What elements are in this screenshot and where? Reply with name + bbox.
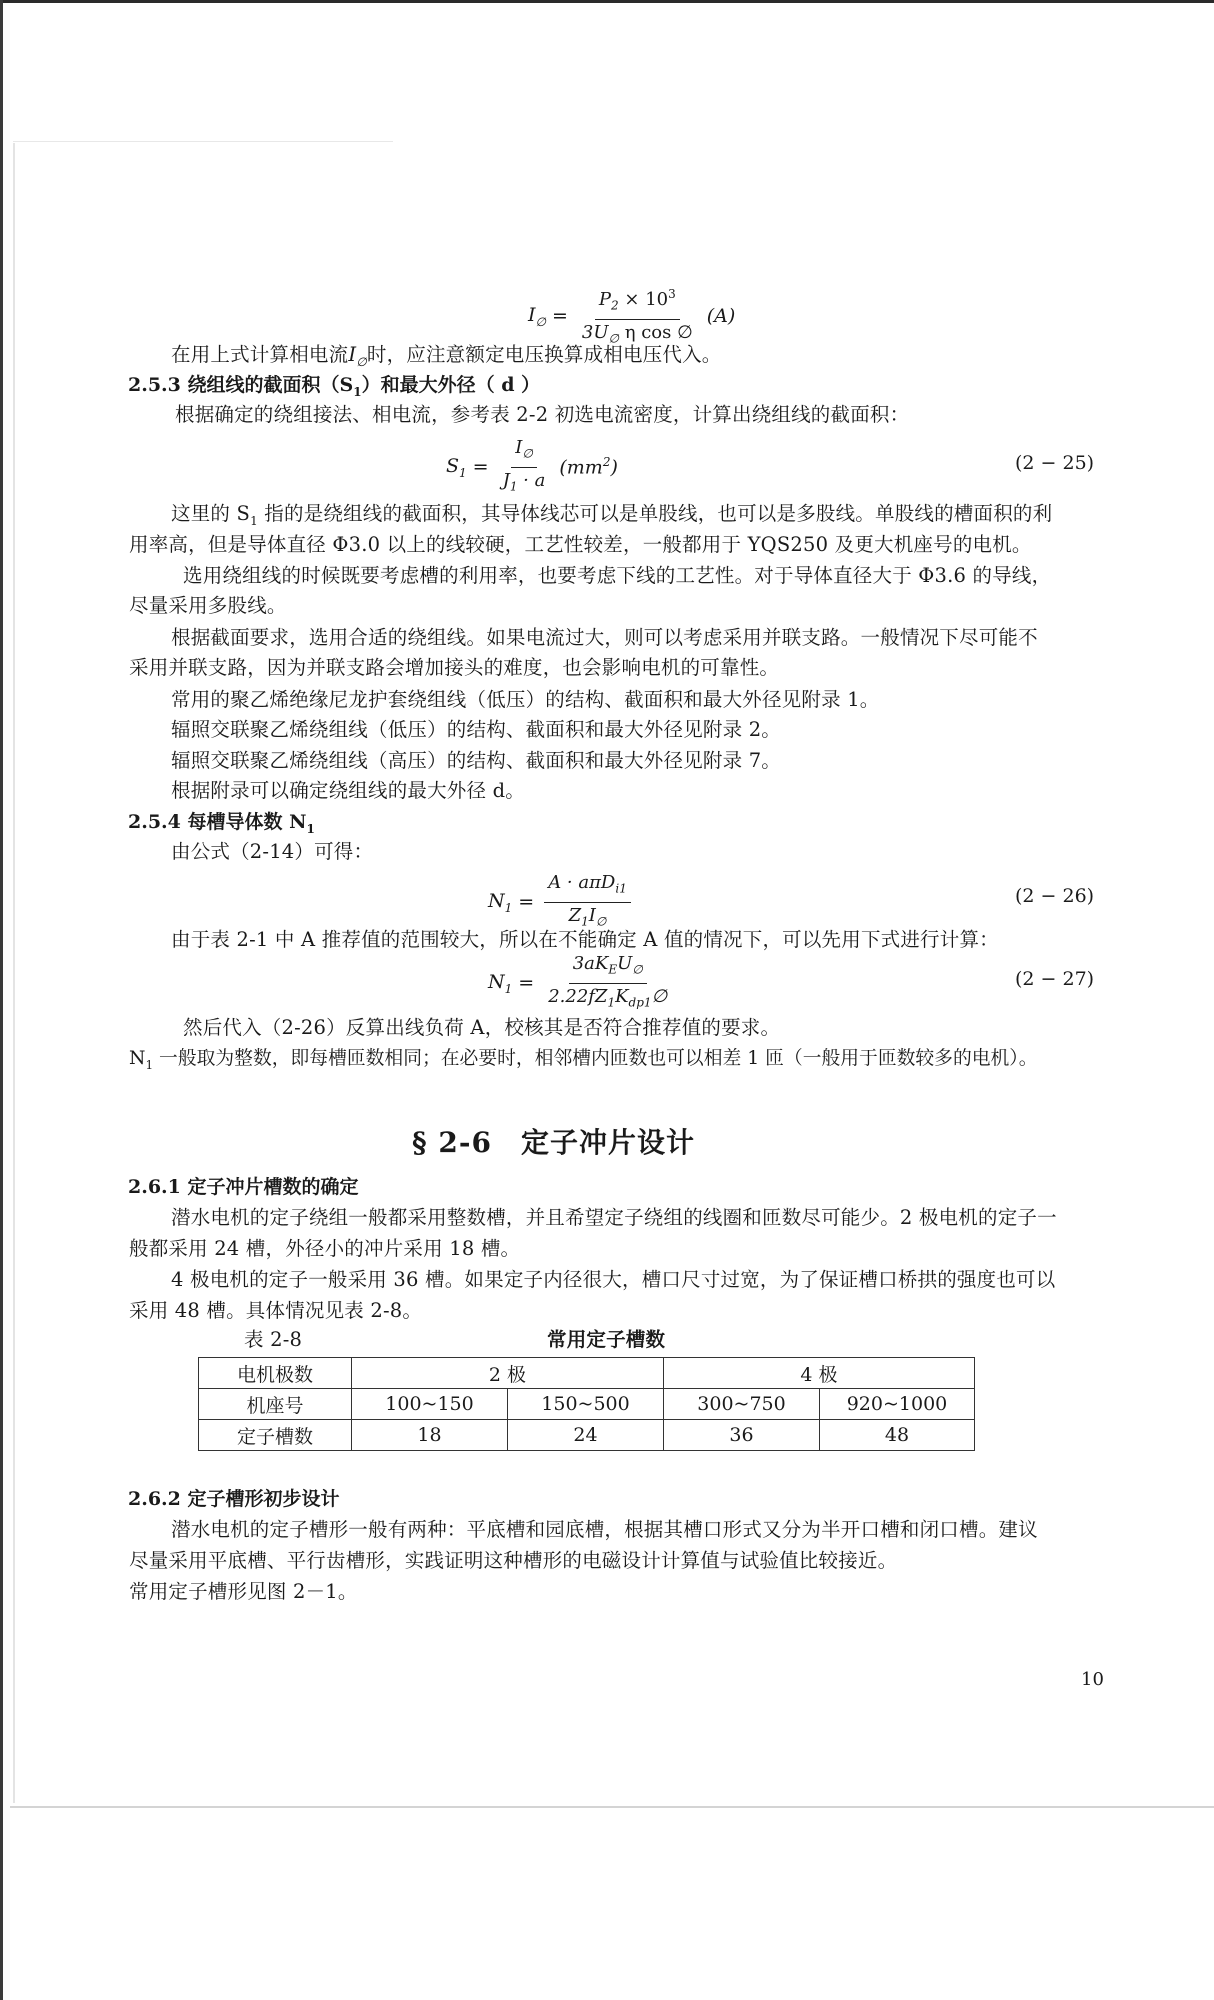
paragraph-selection-line2: 尽量采用多股线。 (129, 594, 287, 617)
paragraph-slot-shape-line2: 尽量采用平底槽、平行齿槽形，实践证明这种槽形的电磁设计计算值与试验值比较接近。 (129, 1549, 898, 1572)
paragraph-appendix-7: 辐照交联聚乙烯绕组线（高压）的结构、截面积和最大外径见附录 7。 (171, 749, 782, 772)
equation-number-2-26: (2 − 26) (1015, 885, 1095, 907)
paragraph-4pole-line1: 4 极电机的定子一般采用 36 槽。如果定子内径很大，槽口尺寸过宽，为了保证槽口桥拱的强度也可以 (171, 1268, 1056, 1291)
equation-number-2-25: (2 − 25) (1015, 452, 1095, 474)
paragraph-appendix-1: 常用的聚乙烯绝缘尼龙护套绕组线（低压）的结构、截面积和最大外径见附录 1。 (171, 688, 880, 711)
paragraph-s1-line2: 用率高，但是导体直径 Φ3.0 以上的线较硬，工艺性较差，一般都用于 YQS250 及更大机座号的电机。 (129, 533, 1032, 556)
table-cell-2-pole: 2 极 (352, 1358, 664, 1389)
paragraph-slots-line1: 潜水电机的定子绕组一般都采用整数槽，并且希望定子绕组的线圈和匝数尽可能少。2 极电机的定子一 (171, 1206, 1057, 1229)
paragraph-parallel-line2: 采用并联支路，因为并联支路会增加接头的难度，也会影响电机的可靠性。 (129, 656, 780, 679)
paragraph-2-5-3-intro: 根据确定的绕组接法、相电流，参考表 2-2 初选电流密度，计算出绕组线的截面积： (175, 403, 910, 426)
scan-border-top (0, 0, 1214, 3)
heading-2-5-4: 2.5.4 每槽导体数 $N_1$ (128, 811, 315, 836)
equation-number-2-27: (2 − 27) (1015, 968, 1095, 990)
section-title: § 2-6 定子冲片设计 (412, 1126, 695, 1159)
heading-2-5-3: 2.5.3 绕组线的截面积$(S_1)$和最大外径（ d ） (128, 374, 541, 399)
paragraph-verify-load: 然后代入（2-26）反算出线负荷 A，校核其是否符合推荐值的要求。 (183, 1016, 781, 1039)
equation-phase-current: $I_\emptyset$ = $\frac{P_2 \times 10^3}{3U_\emptyset \eta \cos \emptyset}$ (A) (528, 283, 735, 349)
paragraph-max-diameter: 根据附录可以确定绕组线的最大外径 d。 (171, 779, 525, 802)
table-header-slots: 定子槽数 (199, 1420, 352, 1451)
paragraph-parallel-line1: 根据截面要求，选用合适的绕组线。如果电流过大，则可以考虑采用并联支路。一般情况下尽可能不 (171, 626, 1038, 649)
paragraph-appendix-2: 辐照交联聚乙烯绕组线（低压）的结构、截面积和最大外径见附录 2。 (171, 718, 782, 741)
paragraph-figure-ref: 常用定子槽形见图 2－1。 (129, 1580, 358, 1603)
scan-page-edge-top (13, 141, 393, 142)
equation-2-26: $N_1$ = $\frac{A \cdot a\pi D_{i1}}{Z_1I_\emptyset}$ (488, 872, 635, 932)
equation-2-27: $N_1$ = $\frac{3aK_EU_\emptyset}{2.22fZ_1K_{dp1}\emptyset}$ (488, 953, 668, 1010)
paragraph-selection-line1: 选用绕组线的时候既要考虑槽的利用率，也要考虑下线的工艺性。对于导体直径大于 Φ3.6 的导线， (183, 564, 1052, 587)
table-cell: 150~500 (508, 1389, 664, 1420)
table-row-slots (199, 1420, 975, 1451)
paragraph-slot-shape-line1: 潜水电机的定子槽形一般有两种：平底槽和园底槽，根据其槽口形式又分为半开口槽和闭口槽。建议 (171, 1518, 1038, 1541)
scan-border-left (0, 0, 3, 2000)
table-header-frame: 机座号 (199, 1389, 352, 1420)
table-cell-4-pole: 4 极 (664, 1358, 975, 1389)
heading-2-6-2: 2.6.2 定子槽形初步设计 (128, 1488, 340, 1510)
equation-2-25: $S_1$ = $\frac{I_\emptyset}{J_1 \cdot a}$ $(mm^2)$ (446, 437, 618, 494)
scan-page-bottom-edge (10, 1806, 1214, 1808)
table-row-poles (199, 1358, 975, 1389)
paragraph-n1-integer: $N_1$ 一般取为整数，即每槽匝数相同；在必要时，相邻槽内匝数也可以相差 1 匝（一般用于匝数较多的电机）。 (129, 1048, 1038, 1072)
table-label: 表 2-8 (244, 1328, 303, 1351)
table-row-frame (199, 1389, 975, 1420)
scan-page-edge (13, 143, 15, 1803)
paragraph-4pole-line2: 采用 48 槽。具体情况见表 2-8。 (129, 1299, 423, 1322)
table-cell: 24 (508, 1420, 664, 1451)
table-cell: 48 (820, 1420, 975, 1451)
paragraph-s1-line1: 这里的 $S_1$ 指的是绕组线的截面积，其导体线芯可以是单股线，也可以是多股线。单股线的槽面积的利 (171, 502, 1053, 528)
paragraph-slots-line2: 般都采用 24 槽，外径小的冲片采用 18 槽。 (129, 1237, 521, 1260)
page-number: 10 (1081, 1669, 1104, 1690)
table-title: 常用定子槽数 (547, 1328, 666, 1351)
table-common-stator-slots (198, 1357, 975, 1451)
table-cell: 100~150 (352, 1389, 508, 1420)
table-cell: 300~750 (664, 1389, 820, 1420)
paragraph-phase-current-note: 在用上式计算相电流$I_\emptyset$时，应注意额定电压换算成相电压代入。 (171, 343, 722, 369)
paragraph-2-5-4-intro: 由公式（2-14）可得： (171, 840, 374, 863)
table-cell: 920~1000 (820, 1389, 975, 1420)
heading-2-6-1: 2.6.1 定子冲片槽数的确定 (128, 1176, 359, 1198)
table-header-poles: 电机极数 (199, 1358, 352, 1389)
table-cell: 36 (664, 1420, 820, 1451)
paragraph-2-5-4-mid: 由于表 2-1 中 A 推荐值的范围较大，所以在不能确定 A 值的情况下，可以先用下式进行计算： (171, 928, 999, 951)
table-cell: 18 (352, 1420, 508, 1451)
